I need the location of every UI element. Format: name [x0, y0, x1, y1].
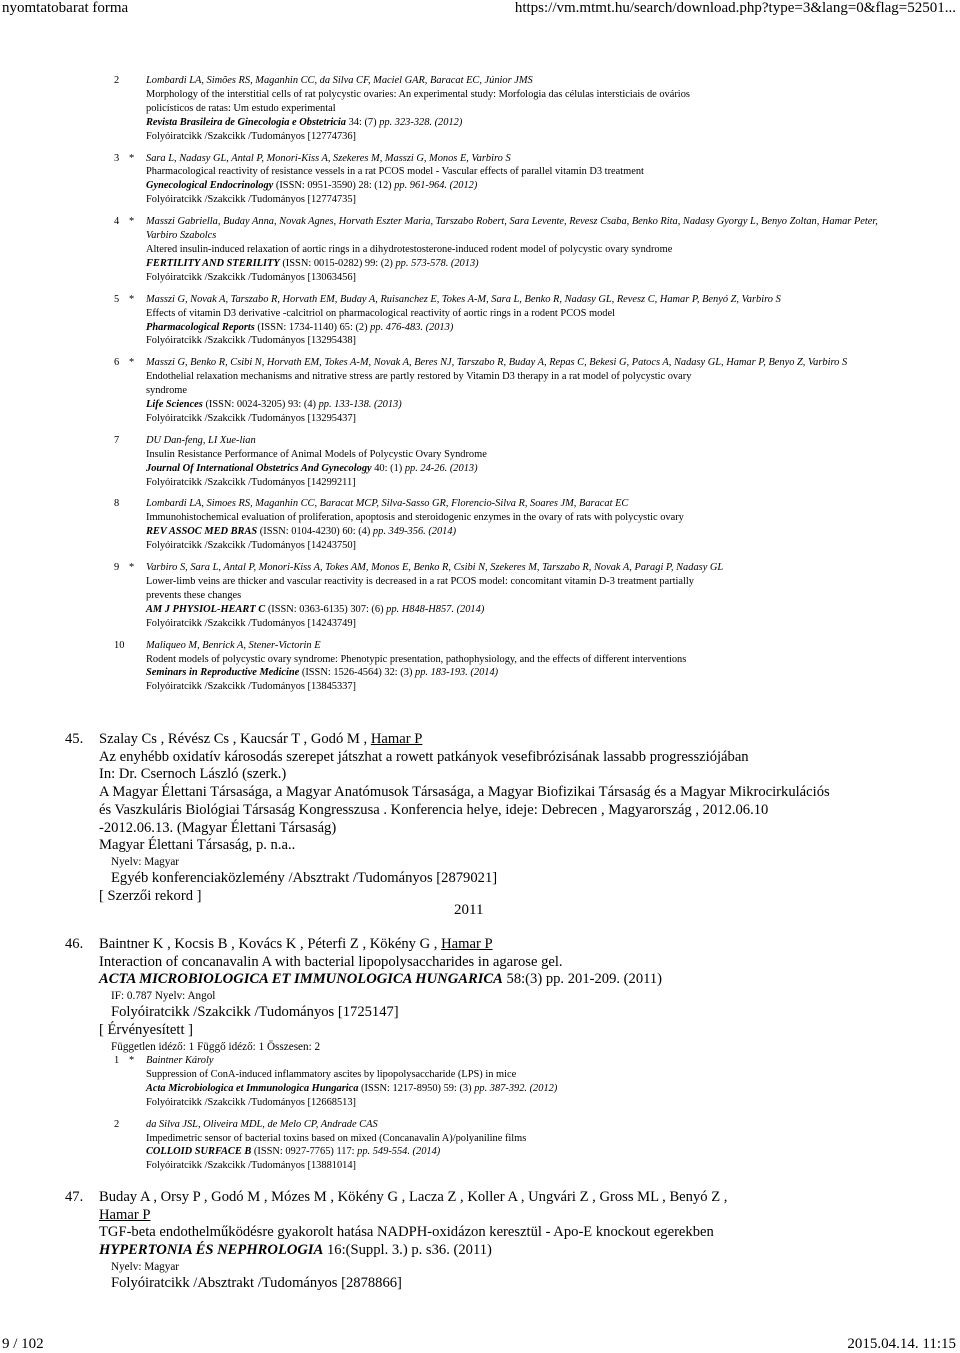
publication-authors: Baintner K , Kocsis B , Kovács K , Péterfi Z , Kökény G ,	[99, 936, 442, 952]
citation-star: *	[129, 152, 135, 164]
citation-type: Folyóiratcikk /Szakcikk /Tudományos [14243750]	[146, 540, 357, 552]
citation-authors: da Silva JSL, Oliveira MDL, de Melo CP, Andrade CAS	[146, 1118, 378, 1130]
language: Nyelv: Magyar	[111, 855, 180, 868]
citation-number: 6	[114, 357, 120, 369]
citation-item	[114, 639, 904, 695]
publication-45	[65, 731, 945, 905]
citation-journal: AM J PHYSIOL-HEART C	[146, 603, 266, 615]
citation-journal: Gynecological Endocrinology	[146, 180, 274, 192]
author-link[interactable]: Hamar P	[370, 731, 423, 747]
citation-summary: Független idéző: 1 Függő idéző: 1 Összesen: 2	[111, 1040, 321, 1053]
citation-number: 8	[114, 498, 120, 510]
conference-info: és Vaszkuláris Biológiai Társaság Kongresszusa . Konferencia helye, ideje: Debrecen , Magyarország , 2012.06.10	[99, 801, 769, 818]
citation-pages: pp. 349-356. (2014)	[372, 526, 457, 538]
publication-details: 58:(3) pp. 201-209. (2011)	[502, 971, 663, 988]
citation-number: 2	[114, 75, 120, 86]
impact-factor-language: IF: 0.787 Nyelv: Angol	[111, 990, 216, 1003]
record-status: [ Érvényesített ]	[99, 1021, 194, 1038]
citation-type: Folyóiratcikk /Szakcikk /Tudományos [13295438]	[146, 335, 357, 347]
citation-journal: Revista Brasileira de Ginecologia e Obstetricia	[146, 116, 346, 128]
publication-number: 47.	[65, 1189, 84, 1205]
citation-details: (ISSN: 0024-3205) 93: (4)	[202, 399, 319, 411]
citation-type: Folyóiratcikk /Szakcikk /Tudományos [14243749]	[146, 617, 357, 629]
citation-details: (ISSN: 1734-1140) 65: (2)	[254, 321, 371, 333]
citation-pages: pp. 961-964. (2012)	[394, 180, 478, 192]
citation-details: (ISSN: 1526-4564) 32: (3)	[299, 667, 415, 679]
citation-item	[114, 152, 904, 208]
citation-pages: pp. 387-392. (2012)	[474, 1082, 558, 1094]
citation-title: Effects of vitamin D3 derivative -calcitriol on pharmacological reactivity of aortic rings in a rodent PCOS model	[146, 307, 615, 319]
citation-title: Morphology of the interstitial cells of rat polycystic ovaries: An experimental study: Morfologia das células intersticiais de ovários	[146, 88, 690, 100]
publication-journal: HYPERTONIA ÉS NEPHROLOGIA	[99, 1242, 324, 1259]
citation-authors: Maliqueo M, Benrick A, Stener-Victorin E	[146, 639, 321, 651]
citation-star: *	[129, 1055, 135, 1066]
citation-title: Pharmacological reactivity of resistance vessels in a rat PCOS model - Vascular effects of parallel vitamin D3 treatment	[146, 166, 644, 178]
citation-star: *	[129, 293, 135, 305]
publication-authors: Szalay Cs , Révész Cs , Kaucsár T , Godó M ,	[99, 731, 371, 747]
citation-authors: Lombardi LA, Simões RS, Maganhin CC, da Silva CF, Maciel GAR, Baracat EC, Júnior JMS	[146, 75, 533, 86]
year-heading: 2011	[454, 902, 484, 918]
citation-pages: pp. 183-193. (2014)	[415, 667, 499, 679]
citation-type: Folyóiratcikk /Szakcikk /Tudományos [14299211]	[146, 476, 356, 488]
publication-journal: ACTA MICROBIOLOGICA ET IMMUNOLOGICA HUNGARICA	[99, 971, 503, 988]
citation-star: *	[129, 562, 135, 574]
citation-title: Insulin Resistance Performance of Animal Models of Polycystic Ovary Syndrome	[146, 448, 487, 460]
citation-pages: pp. H848-H857. (2014)	[386, 603, 485, 615]
author-link[interactable]: Hamar P	[441, 936, 493, 952]
publication-type: Folyóiratcikk /Absztrakt /Tudományos [2878866]	[111, 1274, 402, 1291]
citation-type: Folyóiratcikk /Szakcikk /Tudományos [13881014]	[146, 1160, 357, 1172]
citation-authors: Varbiro S, Sara L, Antal P, Monori-Kiss A, Tokes AM, Monos E, Benko R, Csibi N, Szekeres M, Tarszabo R, Novak A, Paragi P, Nadasy GL	[146, 562, 724, 574]
citation-title: prevents these changes	[146, 589, 242, 601]
publication-47	[65, 1189, 945, 1293]
citation-number: 4	[114, 216, 120, 228]
citation-type: Folyóiratcikk /Szakcikk /Tudományos [13295437]	[146, 412, 357, 424]
publication-type: Egyéb konferenciaközlemény /Absztrakt /Tudományos [2879021]	[111, 869, 498, 886]
record-status: [ Szerzői rekord ]	[99, 887, 202, 904]
citation-authors: Sara L, Nadasy GL, Antal P, Monori-Kiss A, Szekeres M, Masszi G, Monos E, Varbiro S	[146, 152, 511, 164]
publication-title: Az enyhébb oxidatív károsodás szerepet játszhat a rowett patkányok vesefibrózisának lassabb progressziójában	[99, 748, 749, 765]
citation-details: 34: (7)	[346, 116, 380, 128]
author-link[interactable]: Hamar P	[99, 1206, 151, 1223]
citation-type: Folyóiratcikk /Szakcikk /Tudományos [13063456]	[146, 271, 357, 283]
citation-title: syndrome	[146, 385, 187, 397]
citation-authors: Baintner Károly	[146, 1055, 214, 1066]
publication-number: 45.	[65, 731, 84, 747]
citation-type: Folyóiratcikk /Szakcikk /Tudományos [12774736]	[146, 130, 357, 142]
citation-authors: Masszi Gabriella, Buday Anna, Novak Agnes, Horvath Eszter Maria, Tarszabo Robert, Sara Levente, Revesz Csaba, Benko Rita, Nadasy Gyorgy L, Benyo Zoltan, Hamar Peter, Varbiro Szabolcs	[146, 216, 878, 242]
publication-number: 46.	[65, 936, 84, 952]
citation-journal: FERTILITY AND STERILITY	[146, 257, 280, 269]
citation-details: (ISSN: 1217-8950) 59: (3)	[358, 1082, 475, 1094]
publication-details: 16:(Suppl. 3.) p. s36. (2011)	[323, 1242, 492, 1259]
citation-journal: Life Sciences	[146, 399, 203, 411]
citation-pages: pp. 573-578. (2013)	[395, 257, 479, 269]
citation-number: 10	[114, 639, 125, 651]
print-header-title: nyomtatobarat forma	[2, 0, 129, 16]
citation-item	[114, 74, 904, 144]
citation-star: *	[129, 216, 135, 228]
citation-star: *	[129, 357, 135, 369]
citation-authors: Masszi G, Novak A, Tarszabo R, Horvath EM, Buday A, Ruisanchez E, Tokes A-M, Sara L, Benko R, Nadasy GL, Revesz C, Hamar P, Benyó Z, Varbiro S	[146, 293, 781, 305]
citation-title: Lower-limb veins are thicker and vascular reactivity is decreased in a rat PCOS model: concomitant vitamin D-3 treatment partially	[146, 576, 695, 587]
publication-title: TGF-beta endothelműködésre gyakorolt hatása NADPH-oxidázon keresztül - Apo-E knockout egerekben	[99, 1224, 714, 1241]
citation-journal: Acta Microbiologica et Immunologica Hungarica	[146, 1082, 359, 1094]
publisher: Magyar Élettani Társaság, p. n.a..	[99, 837, 296, 854]
citation-title: Rodent models of polycystic ovary syndrome: Phenotypic presentation, pathophysiology, and the effects of different interventions	[146, 653, 687, 665]
citation-item	[114, 1054, 904, 1110]
citation-pages: pp. 24-26. (2013)	[404, 462, 478, 474]
citation-title: Immunohistochemical evaluation of proliferation, apoptosis and steroidogenic enzymes in the ovary of rats with polycystic ovary	[146, 512, 684, 524]
citation-list-top	[114, 74, 904, 694]
citation-title: Endothelial relaxation mechanisms and nitrative stress are partly restored by Vitamin D3 therapy in a rat model of polycystic ovary	[146, 371, 692, 383]
citation-journal: Pharmacological Reports	[146, 321, 255, 333]
citation-item	[114, 561, 904, 631]
publication-authors: Buday A , Orsy P , Godó M , Mózes M , Kökény G , Lacza Z , Koller A , Ungvári Z , Gross ML , Benyó Z ,	[99, 1189, 728, 1205]
citation-details: (ISSN: 0015-0282) 99: (2)	[279, 257, 396, 269]
citation-journal: REV ASSOC MED BRAS	[146, 526, 258, 538]
citation-number: 7	[114, 434, 120, 446]
conference-info: -2012.06.13. (Magyar Élettani Társaság)	[99, 819, 337, 836]
citation-journal: COLLOID SURFACE B	[146, 1146, 252, 1158]
conference-info: A Magyar Élettani Társasága, a Magyar Anatómusok Társasága, a Magyar Biofizikai Társaság és a Magyar Mikrocirkulációs	[99, 784, 830, 801]
citation-item	[114, 293, 904, 349]
citation-pages: pp. 476-483. (2013)	[370, 321, 454, 333]
citation-details: 40: (1)	[371, 462, 405, 474]
print-date: 2015.04.14. 11:15	[847, 1336, 956, 1352]
citation-pages: pp. 133-138. (2013)	[318, 399, 402, 411]
citation-item	[114, 1118, 904, 1174]
publication-type: Folyóiratcikk /Szakcikk /Tudományos [1725147]	[111, 1004, 399, 1021]
language: Nyelv: Magyar	[111, 1260, 180, 1273]
citation-details: (ISSN: 0951-3590) 28: (12)	[273, 180, 395, 192]
citation-list-46	[114, 1054, 904, 1173]
citation-details: (ISSN: 0363-6135) 307: (6)	[265, 603, 387, 615]
citation-number: 1	[114, 1055, 120, 1066]
citation-number: 9	[114, 562, 120, 574]
citation-authors: Lombardi LA, Simoes RS, Maganhin CC, Baracat MCP, Silva-Sasso GR, Florencio-Silva R, Soares JM, Baracat EC	[146, 498, 629, 510]
citation-number: 3	[114, 152, 120, 164]
citation-title: policísticos de ratas: Um estudo experimental	[146, 102, 336, 114]
citation-type: Folyóiratcikk /Szakcikk /Tudományos [13845337]	[146, 681, 357, 693]
citation-number: 5	[114, 293, 120, 305]
citation-journal: Journal Of International Obstetrics And Gynecology	[146, 462, 372, 474]
citation-item	[114, 497, 904, 553]
print-header-url: https://vm.mtmt.hu/search/download.php?type=3&lang=0&flag=52501...	[514, 0, 956, 16]
citation-item	[114, 215, 904, 285]
publication-title: Interaction of concanavalin A with bacterial lipopolysaccharides in agarose gel.	[99, 953, 563, 970]
citation-title: Altered insulin-induced relaxation of aortic rings in a dihydrotestosterone-induced rodent model of polycystic ovary syndrome	[146, 243, 673, 255]
publication-46	[65, 936, 945, 1055]
citation-details: (ISSN: 0104-4230) 60: (4)	[257, 526, 373, 538]
citation-details: (ISSN: 0927-7765) 117:	[251, 1146, 358, 1158]
citation-journal: Seminars in Reproductive Medicine	[146, 667, 300, 679]
citation-type: Folyóiratcikk /Szakcikk /Tudományos [12668513]	[146, 1096, 357, 1108]
citation-title: Suppression of ConA-induced inflammatory ascites by lipopolysaccharide (LPS) in mice	[146, 1068, 517, 1080]
page-number: 9 / 102	[2, 1336, 44, 1352]
citation-authors: Masszi G, Benko R, Csibi N, Horvath EM, Tokes A-M, Novak A, Beres NJ, Tarszabo R, Buday A, Repas C, Bekesi G, Patocs A, Nadasy GL, Hamar P, Benyo Z, Varbiro S	[146, 357, 848, 369]
citation-pages: pp. 549-554. (2014)	[357, 1146, 441, 1158]
citation-title: Impedimetric sensor of bacterial toxins based on mixed (Concanavalin A)/polyaniline films	[146, 1132, 527, 1144]
citation-pages: pp. 323-328. (2012)	[379, 116, 463, 128]
citation-authors: DU Dan-feng, LI Xue-lian	[146, 434, 256, 446]
publication-editor: In: Dr. Csernoch László (szerk.)	[99, 766, 287, 783]
citation-type: Folyóiratcikk /Szakcikk /Tudományos [12774735]	[146, 194, 357, 206]
citation-number: 2	[114, 1118, 120, 1130]
citation-item	[114, 434, 904, 490]
citation-item	[114, 356, 904, 426]
